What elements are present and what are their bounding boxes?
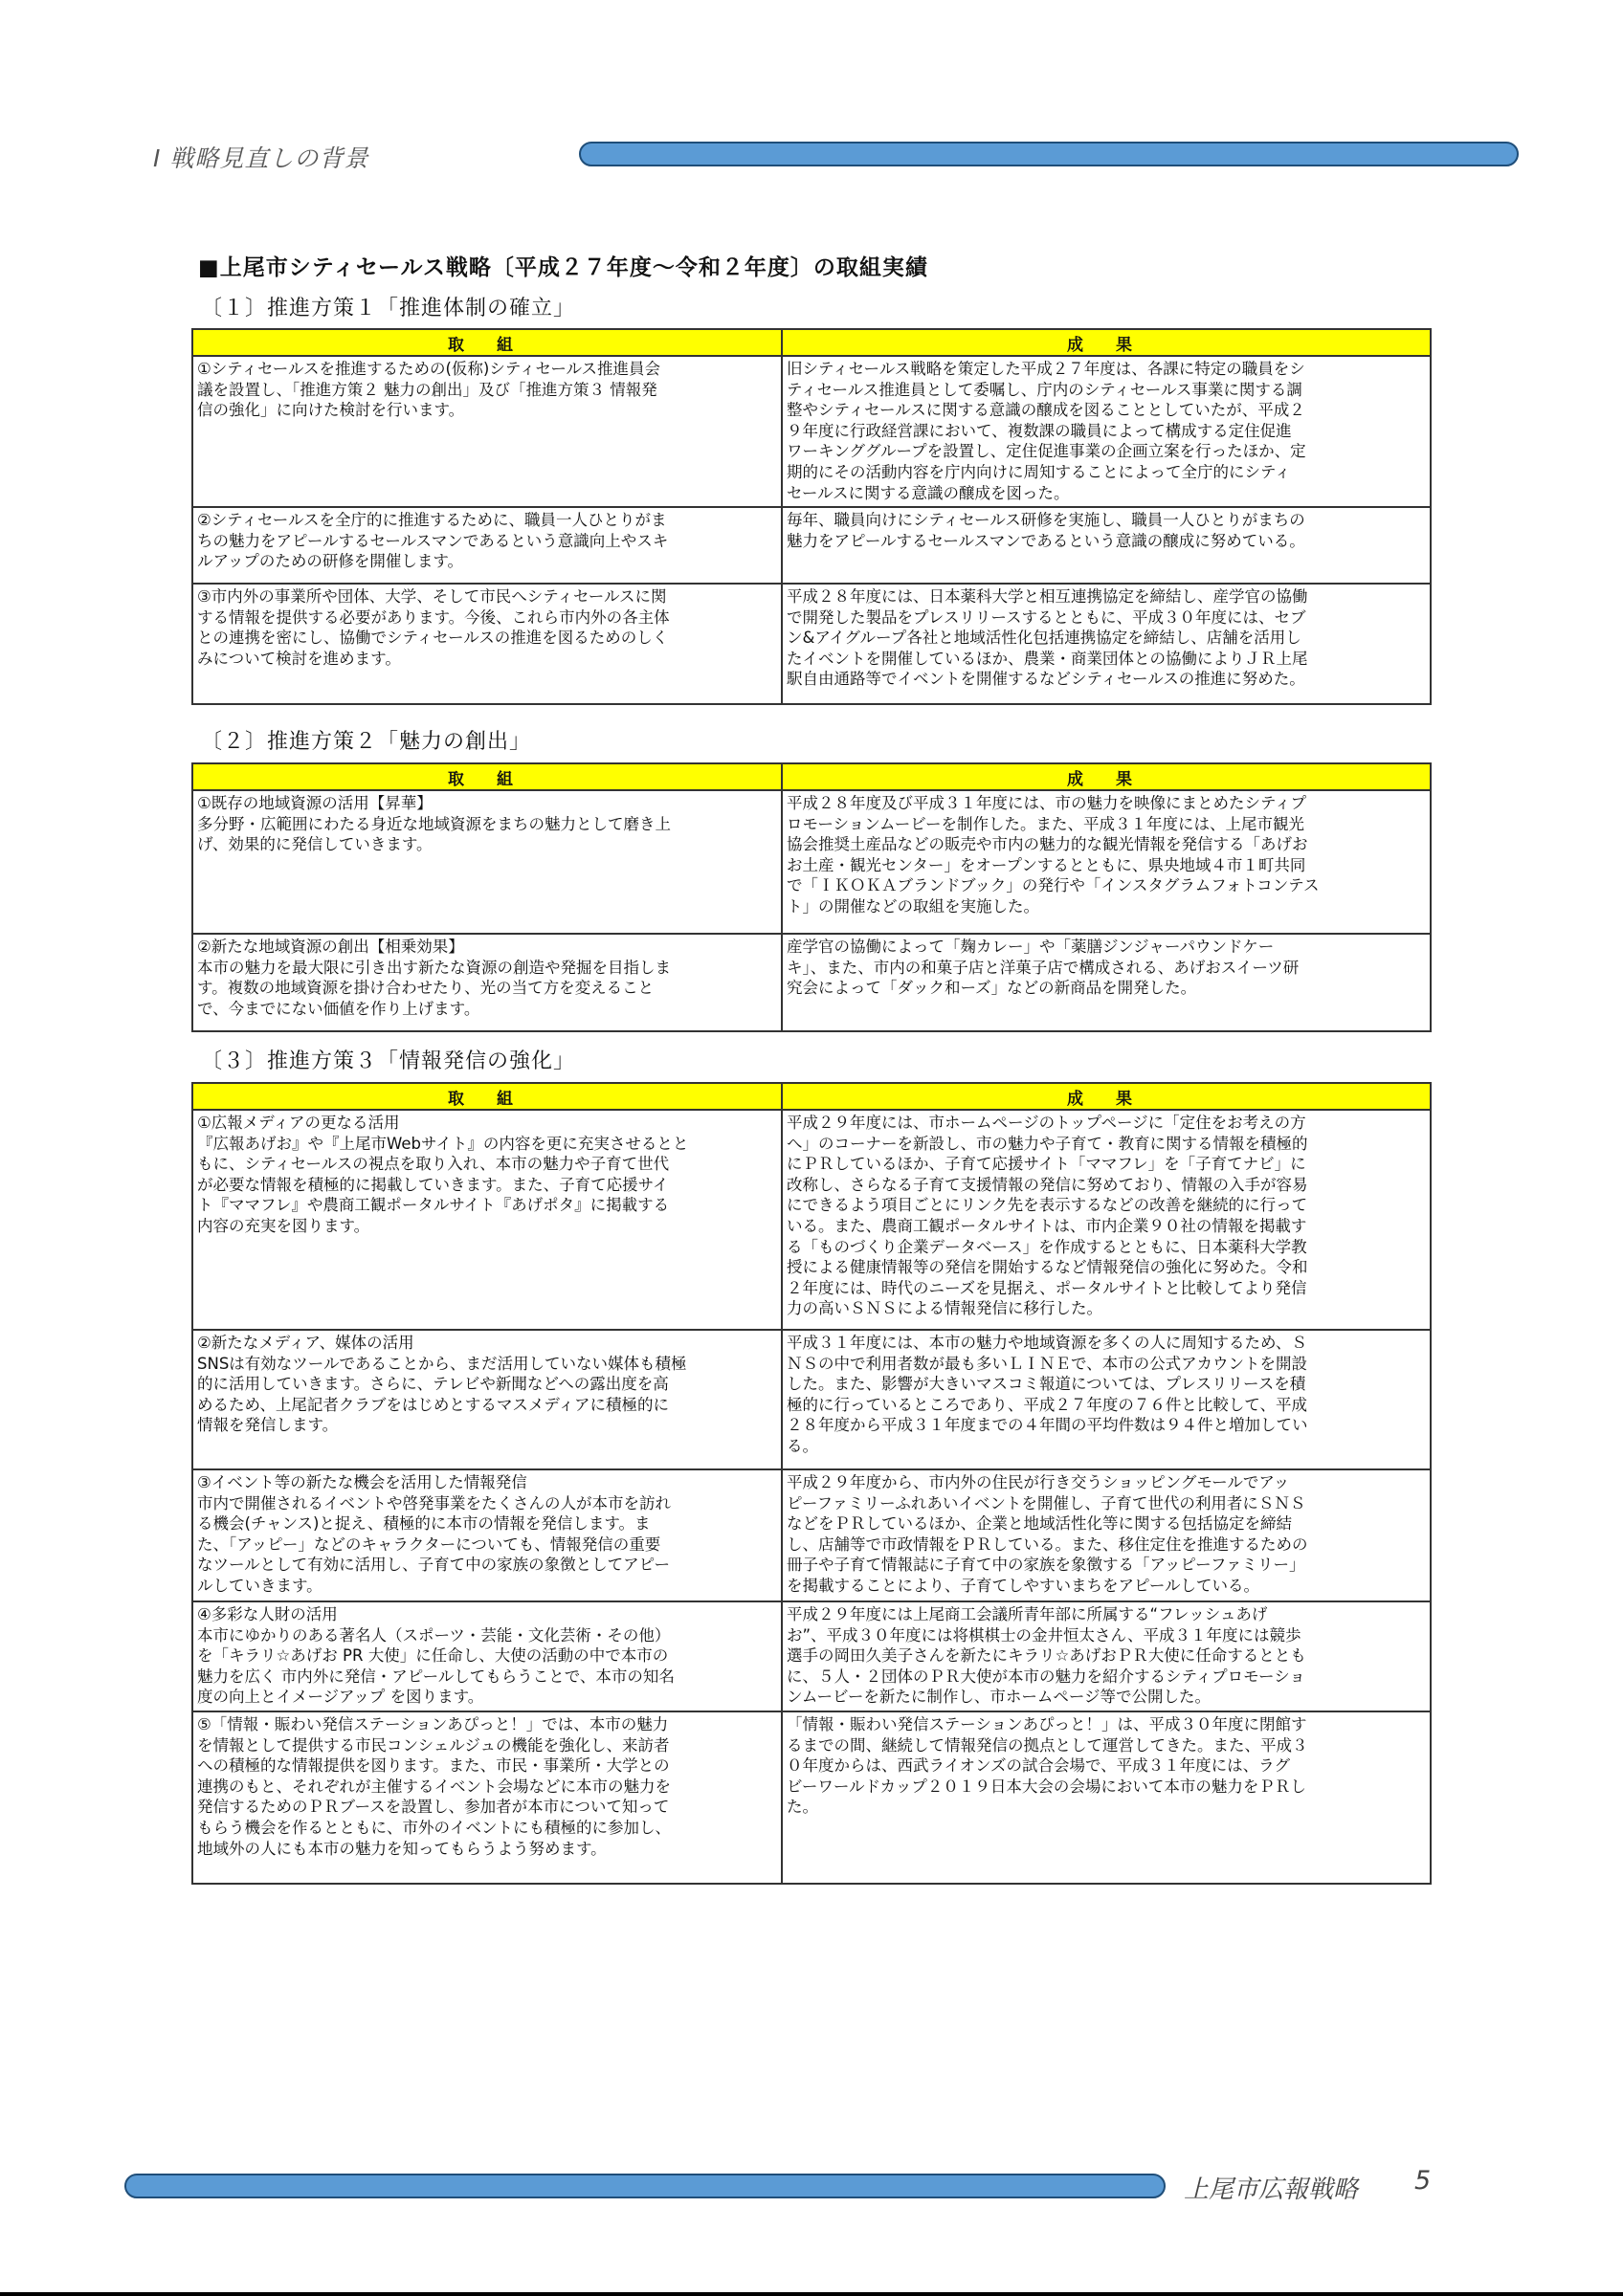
- table-row: [192, 1601, 1431, 1711]
- section-label: Ⅰ 戦略見直しの背景: [153, 144, 369, 172]
- torikumi-cell: ①広報メディアの更なる活用 『広報あげお』や『上尾市Webサイト』の内容を更に充実させるとと もに、シティセールスの視点を取り入れ、本市の魅力や子育て世代 が必要な情報を積極的に掲載していきます。また、子育て応援サイ ト『ママフレ』や農商工観ポータルサイト『あげポタ』に掲載する 内容の充実を図ります。: [192, 1110, 782, 1330]
- seika-cell: 平成２８年度には、日本薬科大学と相互連携協定を締結し、産学官の協働 で開発した製品をプレスリリースするとともに、平成３０年度には、セブ ン&アイグループ各社と地域活性化包括連携協定を締結し、店舗を活用し たイベントを開催しているほか、農業・商業団体との協働によりＪＲ上尾 駅自由通路等でイベントを開催するなどシティセールスの推進に努めた。: [782, 584, 1431, 704]
- footer-bar: [124, 2174, 1166, 2198]
- seika-cell: 「情報・賑わい発信ステーションあぴっと！」は、平成３０年度に閉館す るまでの間、継続して情報発信の拠点として運営してきた。また、平成３ ０年度からは、西武ライオンズの試合会場で、平成３１年度には、ラグ ビーワールドカップ２０１９日本大会の会場において本市の魅力をＰＲし た。: [782, 1711, 1431, 1884]
- header-seika: 成 果: [782, 329, 1431, 356]
- page-number: 5: [1414, 2166, 1432, 2196]
- seika-cell: 平成２８年度及び平成３１年度には、市の魅力を映像にまとめたシティプ ロモーションムービーを制作した。また、平成３１年度には、上尾市観光 協会推奨土産品などの販売や市内の魅力的な観光情報を発信する「あげお お土産・観光センター」をオープンするとともに、県央地域４市１町共同 で「ＩＫＯＫＡブランドブック」の発行や「インスタグラムフォトコンテス ト」の開催などの取組を実施した。: [782, 790, 1431, 934]
- torikumi-cell: ①既存の地域資源の活用【昇華】 多分野・広範囲にわたる身近な地域資源をまちの魅力として磨き上 げ、効果的に発信していきます。: [192, 790, 782, 934]
- header-seika: 成 果: [782, 763, 1431, 790]
- bottom-rule: [0, 2292, 1623, 2296]
- table-row: [192, 934, 1431, 1031]
- footer-title: 上尾市広報戦略: [1184, 2175, 1359, 2204]
- section-title-1: 〔１〕推進方策１「推進体制の確立」: [201, 297, 576, 320]
- header-torikumi: 取 組: [192, 763, 782, 790]
- table-row: [192, 507, 1431, 584]
- seika-cell: 毎年、職員向けにシティセールス研修を実施し、職員一人ひとりがまちの 魅力をアピールするセールスマンであるという意識の醸成に努めている。: [782, 507, 1431, 584]
- table-row: [192, 1330, 1431, 1469]
- header-torikumi: 取 組: [192, 329, 782, 356]
- table-row: [192, 1469, 1431, 1601]
- header-seika: 成 果: [782, 1083, 1431, 1110]
- seika-cell: 平成２９年度から、市内外の住民が行き交うショッピングモールでアッ ピーファミリーふれあいイベントを開催し、子育て世代の利用者にＳＮＳ などをＰＲしているほか、企業と地域活性化等に関する包括協定を締結 し、店舗等で市政情報をＰＲしている。また、移住定住を推進するための 冊子や子育て情報誌に子育て中の家族を象徴する「アッピーファミリー」 を掲載することにより、子育てしやすいまちをアピールしている。: [782, 1469, 1431, 1601]
- torikumi-cell: ④多彩な人財の活用 本市にゆかりのある著名人（スポーツ・芸能・文化芸術・その他） を「キラリ☆あげお PR 大使」に任命し、大使の活動の中で本市の 魅力を広く 市内外に発信・アピールしてもらうことで、本市の知名 度の向上とイメージアップ を図ります。: [192, 1601, 782, 1711]
- seika-cell: 平成３１年度には、本市の魅力や地域資源を多くの人に周知するため、Ｓ ＮＳの中で利用者数が最も多いＬＩＮＥで、本市の公式アカウントを開設 した。また、影響が大きいマスコミ報道については、プレスリリースを積 極的に行っているところであり、平成２７年度の７６件と比較して、平成 ２８年度から平成３１年度までの４年間の平均件数は９４件と増加してい る。: [782, 1330, 1431, 1469]
- seika-cell: 平成２９年度には、市ホームページのトップページに「定住をお考えの方 へ」のコーナーを新設し、市の魅力や子育て・教育に関する情報を積極的 にＰＲしているほか、子育て応援サイト「ママフレ」を「子育てナビ」に 改称し、さらなる子育て支援情報の発信に努めており、情報の入手が容易 にできるよう項目ごとにリンク先を表示するなどの改善を継続的に行って いる。また、農商工観ポータルサイトは、市内企業９０社の情報を掲載す る「ものづくり企業データベース」を作成するとともに、日本薬科大学教 授による健康情報等の発信を開始するなど情報発信の強化に努めた。令和 ２年度には、時代のニーズを見据え、ポータルサイトと比較してより発信 力の高いＳＮＳによる情報発信に移行した。: [782, 1110, 1431, 1330]
- seika-cell: 平成２９年度には上尾商工会議所青年部に所属する“フレッシュあげ お”、平成３０年度には将棋棋士の金井恒太さん、平成３１年度には競歩 選手の岡田久美子さんを新たにキラリ☆あげおＰＲ大使に任命するととも に、５人・２団体のＰＲ大使が本市の魅力を紹介するシティプロモーショ ンムービーを新たに制作し、市ホームページ等で公開した。: [782, 1601, 1431, 1711]
- table-row: [192, 1110, 1431, 1330]
- torikumi-cell: ②新たなメディア、媒体の活用 SNSは有効なツールであることから、まだ活用していない媒体も積極 的に活用していきます。さらに、テレビや新聞などへの露出度を高 めるため、上尾記者クラブをはじめとするマスメディアに積極的に 情報を発信します。: [192, 1330, 782, 1469]
- section-table-3: [191, 1082, 1432, 1885]
- header-bar: [579, 142, 1519, 166]
- torikumi-cell: ①シティセールスを推進するための(仮称)シティセールス推進員会 議を設置し、「推進方策２ 魅力の創出」及び「推進方策３ 情報発 信の強化」に向けた検討を行います。: [192, 356, 782, 507]
- seika-cell: 産学官の協働によって「麹カレー」や「薬膳ジンジャーパウンドケー キ」、また、市内の和菓子店と洋菓子店で構成される、あげおスイーツ研 究会によって「ダック和ーズ」などの新商品を開発した。: [782, 934, 1431, 1031]
- table-row: [192, 584, 1431, 704]
- torikumi-cell: ②シティセールスを全庁的に推進するために、職員一人ひとりがま ちの魅力をアピールするセールスマンであるという意識向上やスキ ルアップのための研修を開催します。: [192, 507, 782, 584]
- section-title-3: 〔３〕推進方策３「情報発信の強化」: [201, 1049, 576, 1073]
- section-title-2: 〔２〕推進方策２「魅力の創出」: [201, 730, 532, 754]
- torikumi-cell: ②新たな地域資源の創出【相乗効果】 本市の魅力を最大限に引き出す新たな資源の創造や発掘を目指しま す。複数の地域資源を掛け合わせたり、光の当て方を変えること で、今までにない価値を作り上げます。: [192, 934, 782, 1031]
- torikumi-cell: ⑤「情報・賑わい発信ステーションあぴっと！」では、本市の魅力 を情報として提供する市民コンシェルジュの機能を強化し、来訪者 への積極的な情報提供を図ります。また、市民・事業所・大学との 連携のもと、それぞれが主催するイベント会場などに本市の魅力を 発信するためのＰＲブースを設置し、参加者が本市について知って もらう機会を作るとともに、市外のイベントにも積極的に参加し、 地域外の人にも本市の魅力を知ってもらうよう努めます。: [192, 1711, 782, 1884]
- header-torikumi: 取 組: [192, 1083, 782, 1110]
- section-table-2: [191, 762, 1432, 1032]
- table-row: [192, 356, 1431, 507]
- table-row: [192, 1711, 1431, 1884]
- section-table-1: [191, 328, 1432, 705]
- torikumi-cell: ③イベント等の新たな機会を活用した情報発信 市内で開催されるイベントや啓発事業をたくさんの人が本市を訪れ る機会(チャンス)と捉え、積極的に本市の情報を発信します。ま た、「アッピー」などのキャラクターについても、情報発信の重要 なツールとして有効に活用し、子育て中の家族の象徴としてアピー ルしていきます。: [192, 1469, 782, 1601]
- torikumi-cell: ③市内外の事業所や団体、大学、そして市民へシティセールスに関 する情報を提供する必要があります。今後、これら市内外の各主体 との連携を密にし、協働でシティセールスの推進を図るためのしく みについて検討を進めます。: [192, 584, 782, 704]
- seika-cell: 旧シティセールス戦略を策定した平成２７年度は、各課に特定の職員をシ ティセールス推進員として委嘱し、庁内のシティセールス事業に関する調 整やシティセールスに関する意識の醸成を図ることとしていたが、平成２ ９年度に行政経営課において、複数課の職員によって構成する定住促進 ワーキンググループを設置し、定住促進事業の企画立案を行ったほか、定 期的にその活動内容を庁内向けに周知することによって全庁的にシティ セールスに関する意識の醸成を図った。: [782, 356, 1431, 507]
- page-title: ■上尾市シティセールス戦略〔平成２７年度～令和２年度〕の取組実績: [198, 255, 928, 280]
- table-row: [192, 790, 1431, 934]
